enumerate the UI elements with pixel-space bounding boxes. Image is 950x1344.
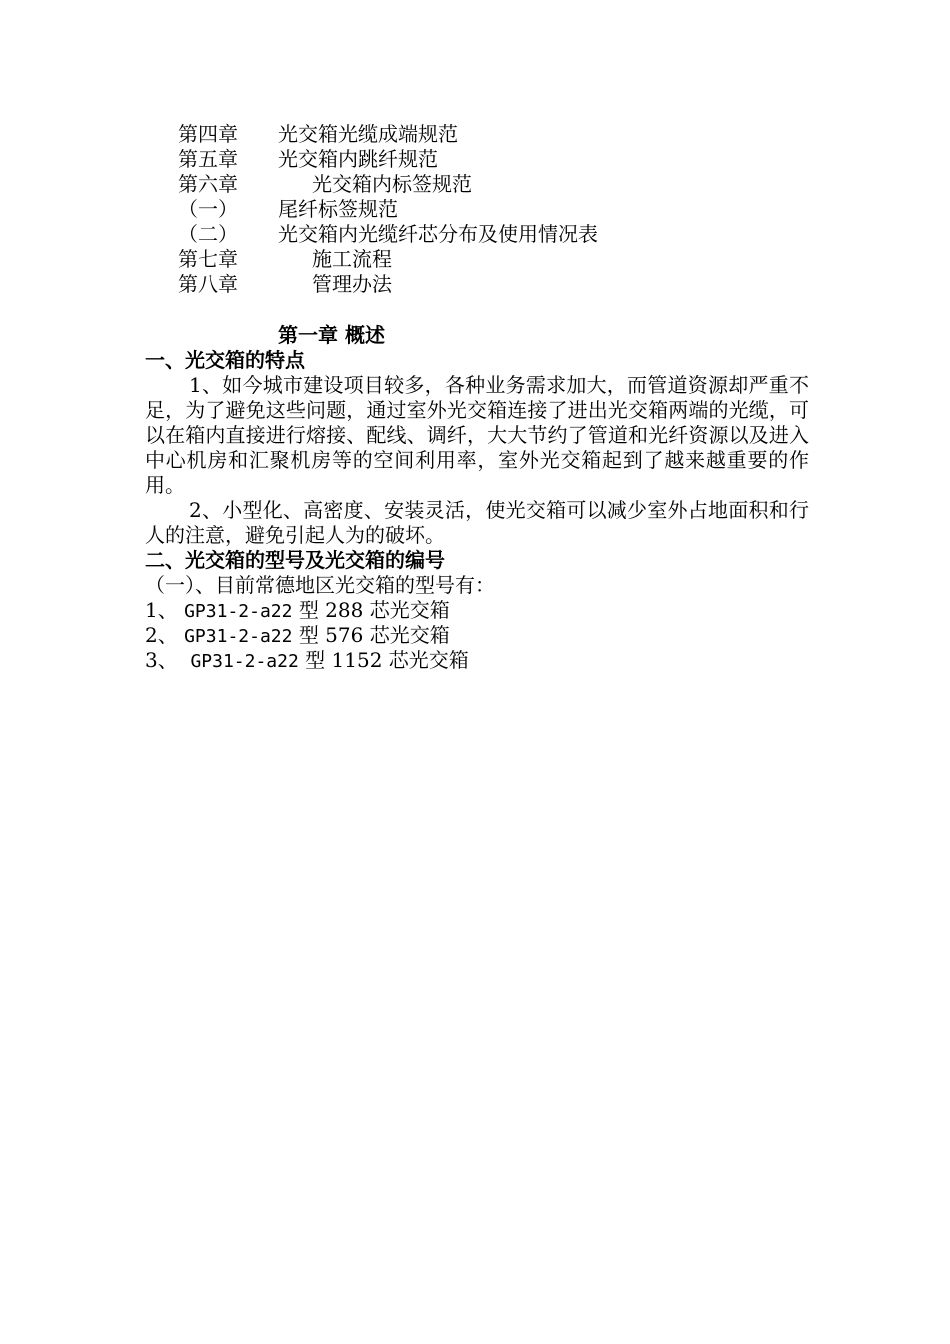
model-description: 型 576 芯光交箱: [292, 623, 450, 647]
list-item-number: 2、: [145, 623, 185, 647]
toc-chapter-number: 第八章: [178, 272, 238, 296]
model-description: 型 288 芯光交箱: [292, 598, 450, 622]
toc-row: [178, 172, 598, 197]
list-item-number: 3、: [145, 648, 191, 672]
model-code: GP31-2-a22: [184, 601, 293, 622]
toc-chapter-title: 施工流程: [312, 247, 392, 271]
toc-section-title: 尾纤标签规范: [278, 197, 398, 221]
section-heading: 二、光交箱的型号及光交箱的编号: [145, 548, 445, 572]
toc-chapter-title: 光交箱内标签规范: [312, 172, 472, 196]
toc-row: [178, 197, 598, 222]
model-code: GP31-2-a22: [184, 626, 293, 647]
toc-chapter-title: 光交箱光缆成端规范: [278, 122, 458, 146]
table-of-contents: [178, 122, 598, 297]
toc-section-number: （一）: [178, 197, 238, 221]
toc-chapter-number: 第六章: [178, 172, 238, 196]
toc-chapter-number: 第四章: [178, 122, 238, 146]
toc-chapter-title: 光交箱内跳纤规范: [278, 147, 438, 171]
list-item: [145, 648, 809, 673]
model-description: 型 1152 芯光交箱: [298, 648, 469, 672]
toc-row: [178, 222, 598, 247]
list-item: [145, 598, 809, 623]
subsection-heading: （一）、目前常德地区光交箱的型号有：: [145, 573, 495, 597]
toc-row: [178, 147, 598, 172]
toc-row: [178, 122, 598, 147]
toc-row: [178, 247, 598, 272]
paragraph: 2、小型化、高密度、安装灵活，使光交箱可以减少室外占地面积和行人的注意，避免引起人为的破坏。: [145, 498, 809, 547]
section-heading: 一、光交箱的特点: [145, 348, 305, 372]
toc-chapter-number: 第七章: [178, 247, 238, 271]
toc-section-number: （二）: [178, 222, 238, 246]
toc-chapter-number: 第五章: [178, 147, 238, 171]
paragraph: 1、如今城市建设项目较多，各种业务需求加大，而管道资源却严重不足，为了避免这些问题，通过室外光交箱连接了进出光交箱两端的光缆，可以在箱内直接进行熔接、配线、调纤，大大节约了管道和光纤资源以及进入中心机房和汇聚机房等的空间利用率，室外光交箱起到了越来越重要的作用。: [145, 373, 809, 497]
list-item: [145, 623, 809, 648]
toc-chapter-title: 管理办法: [312, 272, 392, 296]
chapter-title: 第一章 概述: [278, 323, 385, 347]
document-body: [145, 323, 809, 673]
list-item-number: 1、: [145, 598, 185, 622]
toc-row: [178, 272, 598, 297]
toc-section-title: 光交箱内光缆纤芯分布及使用情况表: [278, 222, 598, 246]
model-code: GP31-2-a22: [190, 651, 299, 672]
